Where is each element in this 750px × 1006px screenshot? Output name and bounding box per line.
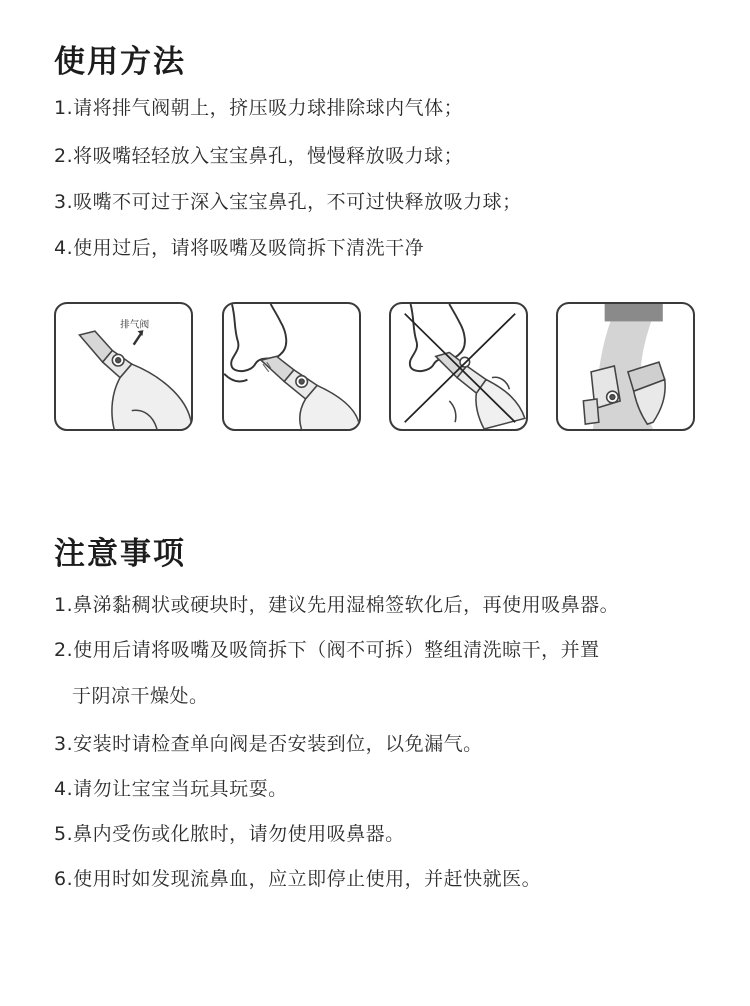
note-item-5: 5.鼻内受伤或化脓时，请勿使用吸鼻器。 xyxy=(54,823,405,845)
note-item-2: 2.使用后请将吸嘴及吸筒拆下（阀不可拆）整组清洗晾干，并置 xyxy=(54,639,600,661)
valve-label: 排气阀 xyxy=(120,319,150,331)
illustration-disassemble-wash xyxy=(556,302,695,431)
illustration-wrong-deep-insert xyxy=(389,302,528,431)
note-item-4: 4.请勿让宝宝当玩具玩耍。 xyxy=(54,778,288,800)
usage-step-2: 2.将吸嘴轻轻放入宝宝鼻孔，慢慢释放吸力球； xyxy=(54,145,464,167)
note-item-3: 3.安装时请检查单向阀是否安装到位，以免漏气。 xyxy=(54,733,483,755)
note-item-6: 6.使用时如发现流鼻血，应立即停止使用，并赶快就医。 xyxy=(54,868,542,890)
notes-title: 注意事项 xyxy=(54,536,186,572)
illustration-squeeze-bulb xyxy=(54,302,193,431)
note-item-1: 1.鼻涕黏稠状或硬块时，建议先用湿棉签软化后，再使用吸鼻器。 xyxy=(54,594,620,616)
usage-title: 使用方法 xyxy=(54,44,186,80)
usage-step-3: 3.吸嘴不可过于深入宝宝鼻孔，不可过快释放吸力球； xyxy=(54,191,522,213)
note-item-2-continued: 于阴凉干燥处。 xyxy=(72,685,209,707)
illustration-insert-nose xyxy=(222,302,361,431)
usage-step-4: 4.使用过后，请将吸嘴及吸筒拆下清洗干净 xyxy=(54,237,425,259)
usage-step-1: 1.请将排气阀朝上，挤压吸力球排除球内气体； xyxy=(54,97,464,119)
